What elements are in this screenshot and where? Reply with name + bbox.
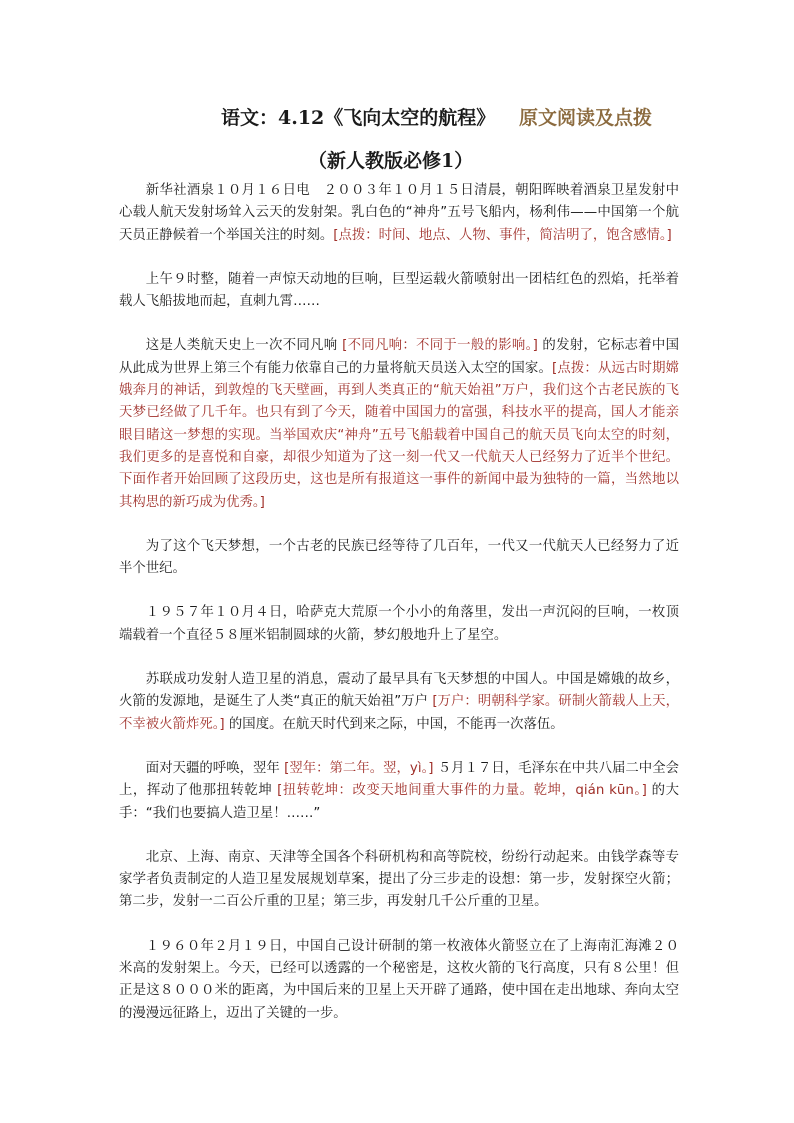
- paragraph: [119, 536, 679, 581]
- body-text: １９６０年２月１９日，中国自己设计研制的第一枚液体火箭竖立在了上海南汇海滩２０米高的发射架上。今天，已经可以透露的一个秘密是，这枚火箭的飞行高度，只有８公里！但正是这８０００米的距离，为中国后来的卫星上天开辟了通路，使中国在走出地球、奔向太空的漫漫远征路上，迈出了关键的一步。: [119, 938, 679, 1021]
- paragraph: [119, 602, 679, 647]
- paragraph: [119, 180, 679, 247]
- annotation-text: [点拨：从远古时期嫦娥奔月的神话，到敦煌的飞天壁画，再到人类真正的“航天始祖”万户，我们这个古老民族的飞天梦已经做了几千年。也只有到了今天，随着中国国力的富强，科技水平的提高，国人才能亲眼目睹这一梦想的实现。当举国欢庆“神舟”五号飞船载着中国自己的航天员飞向太空的时刻，我们更多的是喜悦和自豪，却很少知道为了这一刻一代又一代航天人已经努力了近半个世纪。下面作者开始回顾了这段历史，这也是所有报道这一事件的新闻中最为独特的一篇，当然地以其构思的新巧成为优秀。]: [119, 360, 680, 510]
- body-text: １９５７年１０月４日，哈萨克大荒原一个小小的角落里，发出一声沉闷的巨响，一枚顶端载着一个直径５８厘米铝制圆球的火箭，梦幻般地升上了星空。: [119, 605, 679, 643]
- title-main: 语文：4.12《飞向太空的航程》: [221, 107, 496, 129]
- annotation-text: [不同凡响：不同于一般的影响。]: [342, 338, 538, 354]
- body-text: 的发射，它标志着中国从此成为世界上第三个有能力依靠自己的力量将航天员送入太空的国家。: [119, 338, 679, 376]
- document-subtitle: （新人教版必修1）: [308, 150, 474, 172]
- body-text: 新华社酒泉１０月１６日电 ２００３年１０月１５日清晨，朝阳晖映着酒泉卫星发射中心载人航天发射场耸入云天的发射架。乳白色的“神舟”五号飞船内，杨利伟——中国第一个航天员正静候着一个举国关注的时刻。: [119, 183, 679, 243]
- body-text: 为了这个飞天梦想，一个古老的民族已经等待了几百年，一代又一代航天人已经努力了近半个世纪。: [119, 538, 679, 577]
- body-text: 上午９时整，随着一声惊天动地的巨响，巨型运载火箭喷射出一团桔红色的烈焰，托举着载人飞船拔地而起，直刺九霄……: [119, 271, 679, 310]
- annotation-text: [翌年：第二年。翌，yì。]: [284, 760, 434, 776]
- paragraph: [119, 669, 679, 736]
- body-text: 这是人类航天史上一次不同凡响: [145, 338, 343, 354]
- paragraph: [119, 758, 679, 825]
- body-text: 的国度。在航天时代到来之际，中国，不能再一次落伍。: [224, 716, 564, 732]
- body-text: 北京、上海、南京、天津等全国各个科研机构和高等院校，纷纷行动起来。由钱学森等专家学者负责制定的人造卫星发展规划草案，提出了分三步走的设想：第一步，发射探空火箭；第二步，发射一二百公斤重的卫星；第三步，再发射几千公斤重的卫星。: [119, 849, 679, 910]
- annotation-text: [扭转乾坤：改变天地间重大事件的力量。乾坤，qián kūn。]: [277, 783, 647, 799]
- annotation-text: [点拨：时间、地点、人物、事件，简洁明了，饱含感情。]: [333, 227, 672, 243]
- paragraph: [119, 936, 679, 1025]
- annotation-text: [万户：明朝科学家。研制火箭载人上天，不幸被火箭炸死。]: [119, 694, 679, 732]
- body-text: 面对天疆的呼唤，翌年: [145, 760, 285, 776]
- paragraph: [119, 847, 679, 914]
- paragraph: [119, 269, 679, 314]
- body-text: 苏联成功发射人造卫星的消息，震动了最早具有飞天梦想的中国人。中国是嫦娥的故乡，火箭的发源地，是诞生了人类“真正的航天始祖”万户: [119, 672, 679, 710]
- document-body: [119, 180, 679, 1047]
- body-text: 的大手：“我们也要搞人造卫星！……”: [119, 783, 679, 821]
- body-text: ５月１７日，毛泽东在中共八届二中全会上，挥动了他那扭转乾坤: [119, 760, 679, 799]
- paragraph: [119, 335, 679, 513]
- title-accent: 原文阅读及点拨: [519, 107, 653, 129]
